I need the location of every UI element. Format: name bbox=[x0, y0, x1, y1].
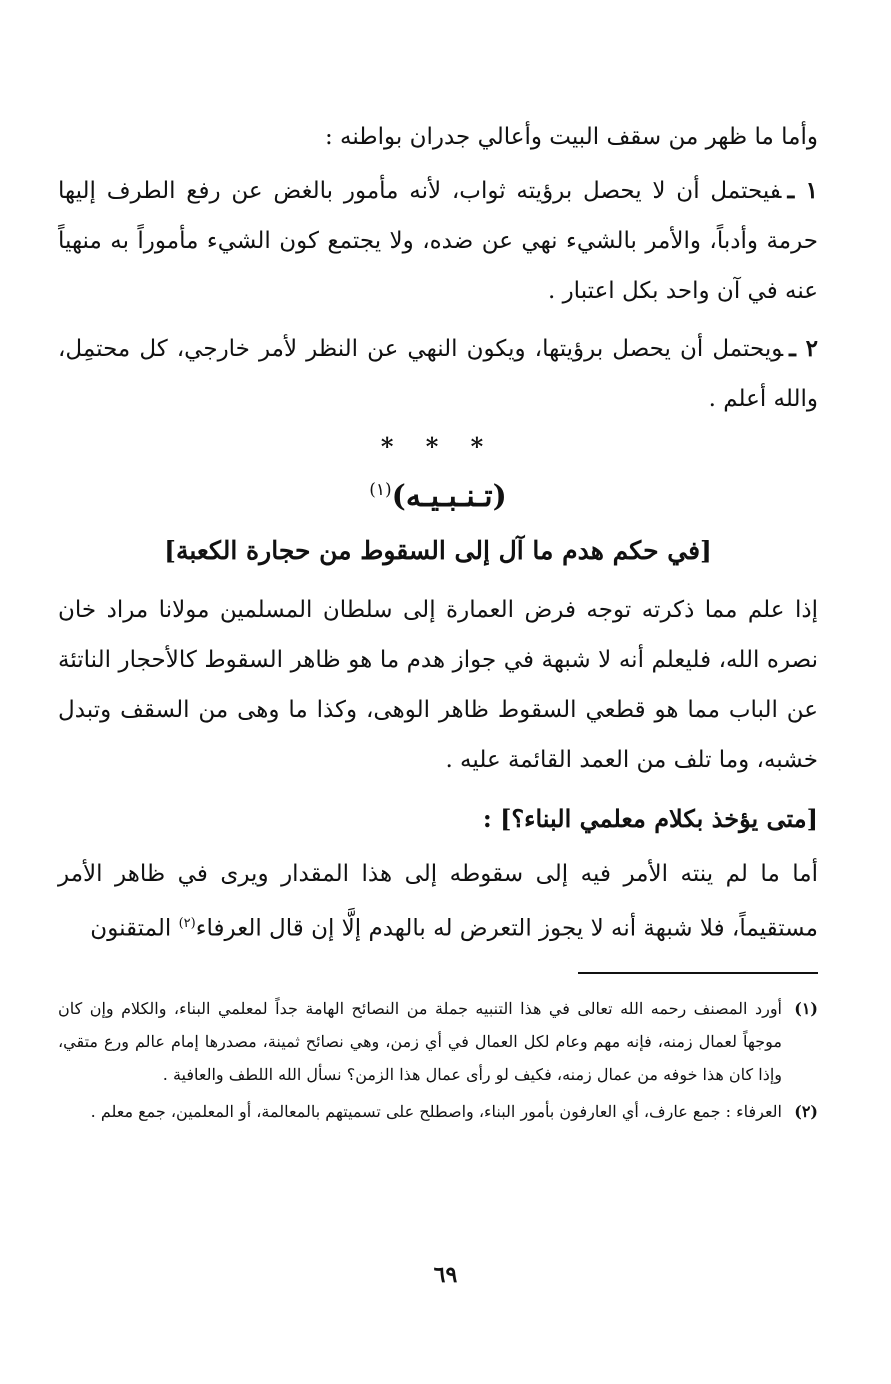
footnote-2 bbox=[58, 1095, 818, 1128]
numbered-paragraph-1 bbox=[58, 166, 818, 316]
page-number: ٦٩ bbox=[433, 1262, 458, 1288]
footnote-number-2: (٢) bbox=[794, 1101, 818, 1121]
footnote-divider bbox=[578, 972, 818, 974]
item-text-1: فيحتمل أن لا يحصل برؤيته ثواب، لأنه مأمور بالغض عن رفع الطرف إليها حرمة وأدباً، والأمر بالشيء نهي عن ضده، ولا يجتمع كون الشيء مأموراً به منهياً عنه في آن واحد بكل اعتبار . bbox=[58, 178, 818, 304]
footnote-ref-2: (٢) bbox=[178, 916, 196, 931]
section-title bbox=[58, 479, 818, 514]
body-paragraph-2-text: أما ما لم ينته الأمر فيه إلى سقوطه إلى هذا المقدار ويرى في ظاهر الأمر مستقيماً، فلا شبهة أنه لا يجوز التعرض له بالهدم إلَّا إن قال العرفاء bbox=[58, 861, 818, 942]
numbered-paragraph-2 bbox=[58, 324, 818, 424]
body-paragraph-2-end: المتقنون bbox=[90, 915, 179, 942]
item-number-1: ١ ـ bbox=[787, 177, 819, 204]
item-number-2: ٢ ـ bbox=[789, 335, 819, 362]
body-paragraph-2 bbox=[58, 849, 818, 954]
footnote-1 bbox=[58, 992, 818, 1091]
section-title-text: (تـنـبـيـه) bbox=[391, 479, 507, 514]
page-body bbox=[58, 112, 818, 1132]
subsection-heading: [متى يؤخذ بكلام معلمي البناء؟] : bbox=[482, 804, 818, 833]
section-separator: * * * bbox=[380, 432, 496, 461]
intro-paragraph: وأما ما ظهر من سقف البيت وأعالي جدران بواطنه : bbox=[324, 124, 818, 150]
footnote-ref-1: (١) bbox=[369, 480, 392, 500]
item-text-2: ويحتمل أن يحصل برؤيتها، ويكون النهي عن النظر لأمر خارجي، كل محتمِل، والله أعلم . bbox=[58, 336, 818, 412]
section-subtitle: [في حكم هدم ما آل إلى السقوط من حجارة الكعبة] bbox=[164, 536, 712, 565]
footnote-text-2: العرفاء : جمع عارف، أي العارفون بأمور البناء، واصطلح على تسميتهم بالمعالمة، أو المعلمين، جمع معلم . bbox=[90, 1101, 782, 1121]
footnote-number-1: (١) bbox=[794, 998, 818, 1018]
footnote-text-1: أورد المصنف رحمه الله تعالى في هذا التنبيه جملة من النصائح الهامة جداً لمعلمي البناء، والكلام وإن كان موجهاً لعمال زمنه، فإنه مهم وعام لكل العمال في أي زمن، وهي نصائح ثمينة، مصدرها إمام عالم ورع متقي، وإذا كان هذا خوفه من عمال زمنه، فكيف لو رأى عمال هذا الزمن؟ نسأل الله اللطف والعافية . bbox=[58, 998, 782, 1084]
body-paragraph-1: إذا علم مما ذكرته توجه فرض العمارة إلى سلطان المسلمين مولانا مراد خان نصره الله، فليعلم أنه لا شبهة في جواز هدم ما هو ظاهر السقوط كالأحجار الناتئة عن الباب مما هو قطعي السقوط ظاهر الوهى، وكذا ما وهى من السقف وتبدل خشبه، وما تلف من العمد القائمة عليه . bbox=[58, 597, 818, 773]
